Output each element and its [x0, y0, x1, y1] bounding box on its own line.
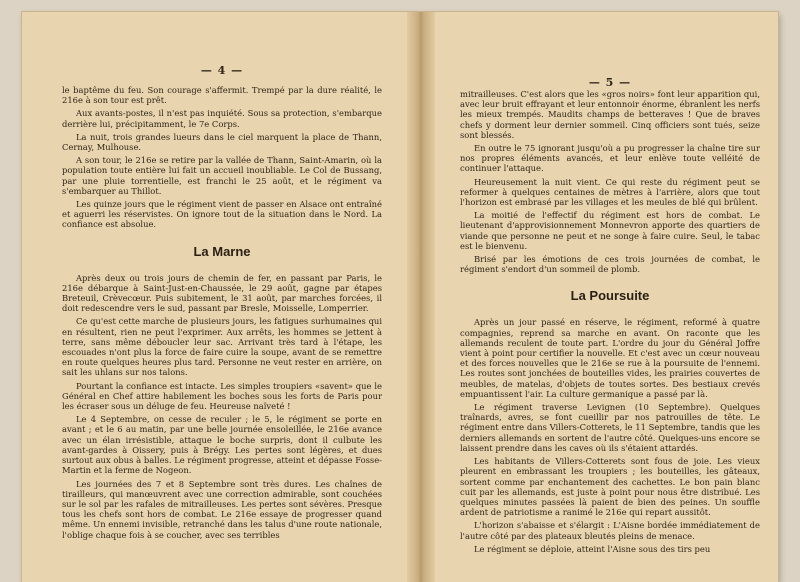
section-heading: La Marne	[193, 243, 251, 259]
paragraph: Aux avants-postes, il n'est pas inquiété. Sous sa protection, s'embarque derrière lui, précipitamment, le 7e Corps.	[62, 108, 382, 129]
paragraph: Le 4 Septembre, on cesse de reculer ; le 5, le régiment se porte en avant ; et le 6 au matin, par une belle journée ensoleillée, le 216e avance avec un élan irrésistible, attaque le boche surpris, dont il culbute les avant-gardes à Oissery, puis à Brégy. Les pertes sont légères, et dues surtout aux obus à balles. Le régiment progresse, atteint et dépasse Fosse-Martin et la ferme de Nogeon.	[62, 414, 382, 476]
paragraph: Le régiment se déploie, atteint l'Aisne sous des tirs peu	[474, 543, 711, 554]
paragraph: mitrailleuses. C'est alors que les «gros noirs» font leur apparition qui, avec leur bruit effrayant et leur entonnoir énorme, ébranlent les nerfs les mieux trempés. Maudits champs de betteraves ! Que de braves chefs y dorment leur dernier sommeil. Cinq officiers sont tués, seize sont blessés.	[460, 89, 760, 140]
page-number: — 4 —	[200, 64, 244, 77]
book-spread	[22, 12, 778, 582]
paragraph: Les quinze jours que le régiment vient de passer en Alsace ont entraîné et aguerri les réservistes. On ignore tout de la situation dans le Nord. La confiance est absolue.	[62, 199, 382, 230]
paragraph: Brisé par les émotions de ces trois journées de combat, le régiment s'endort d'un sommeil de plomb.	[460, 254, 760, 275]
paragraph: Heureusement la nuit vient. Ce qui reste du régiment peut se reformer à quelques centaines de mètres à l'arrière, alors que tout l'horizon est embrasé par les villages et les meules de blé qui brûlent.	[460, 176, 760, 208]
paragraph: Après un jour passé en réserve, le régiment, reformé à quatre compagnies, reprend sa marche en avant. On raconte que les allemands reculent de toute part. L'ordre du jour du Général Joffre vient à point pour certifier la nouvelle. Et c'est avec un cœur nouveau et des forces nouvelles que le 216e se rue à la poursuite de l'ennemi. Les routes sont jonchées de bouteilles vides, les prairies couvertes de meubles, de matelas, d'objets de toutes sortes. Des bestiaux crevés empuantissent l'air. La culture germanique a passé par là.	[460, 317, 760, 399]
left-page	[62, 12, 382, 582]
paragraph: Ce qu'est cette marche de plusieurs jours, les fatigues surhumaines qui en résultent, rien ne peut l'exprimer. Aux arrêts, les hommes se jettent à terre, sans même déboucler leur sac. Arrivant très tard à l'étape, les escouades n'ont plus la force de faire cuire la soupe, avant de se remettre en route quelques heures plus tard. Personne ne veut rester en arrière, on sait les uhlans sur nos talons.	[62, 316, 382, 378]
paragraph: Les habitants de Villers-Cotterets sont fous de joie. Les vieux pleurent en embrassant les troupiers ; les bouteilles, les gâteaux, sortent comme par enchantement des cachettes. Le bon pain blanc cuit par les allemands, est juste à point pour nous être distribué. Les quelques minutes passées là paient de bien des peines. Un souffle ardent de patriotisme a ranimé le 216e qui repart aussitôt.	[460, 456, 760, 518]
paragraph: le baptême du feu. Son courage s'affermit. Trempé par la dure réalité, le 216e à son tour est prêt.	[62, 85, 382, 106]
paragraph: Après deux ou trois jours de chemin de fer, en passant par Paris, le 216e débarque à Saint-Just-en-Chaussée, le 29 août, gagne par étapes Breteuil, Crèvecœur. Puis subitement, le 31 août, par marches forcées, il doit redescendre vers le sud, passant par Bresle, Moisselle, Lomperrier.	[62, 272, 382, 314]
paragraph: Pourtant la confiance est intacte. Les simples troupiers «savent» que le Général en Chef attire habilement les boches sous les forts de Paris pour les écraser sous un déluge de feu. Heureuse naïveté !	[62, 380, 382, 412]
paragraph: Les journées des 7 et 8 Septembre sont très dures. Les chaînes de tirailleurs, qui manœuvrent avec une correction admirable, sont couchées sur le sol par les rafales de mitrailleuses. Les pertes sont sévères. Presque tous les chefs sont hors de combat. Le 216e essaye de progresser quand même. Un ennemi invisible, retranché dans les talus d'une route nationale, l'oblige chaque fois à se coucher, avec ses terribles	[62, 478, 382, 540]
paragraph: L'horizon s'abaisse et s'élargit : L'Aisne bordée immédiatement de l'autre côté par des plateaux bleutés pleins de menace.	[460, 520, 760, 541]
paragraph: En outre le 75 ignorant jusqu'où a pu progresser la chaîne tire sur nos propres éléments avancés, et leur enlève toute velléité de continuer l'attaque.	[460, 143, 760, 174]
book-gutter	[407, 12, 435, 582]
paragraph: A son tour, le 216e se retire par la vallée de Thann, Saint-Amarin, où la population toute entière lui fait un accueil inoubliable. Le Col de Bussang, par une pluie torrentielle, est franchi le 25 août, et le régiment va s'embarquer au Thillot.	[62, 155, 382, 196]
paragraph: Le régiment traverse Levignen (10 Septembre). Quelques traînards, avres, se font cueillir par nos patrouilles de tête. Le régiment entre dans Villers-Cotterets, le 11 Septembre, tandis que les derniers allemands en sortent de l'autre côté. Quelques-uns encore se laissent prendre dans les caves où ils s'étaient attardés.	[460, 402, 760, 453]
paragraph: La nuit, trois grandes lueurs dans le ciel marquent la place de Thann, Cernay, Mulhouse.	[62, 131, 382, 153]
section-heading: La Poursuite	[570, 288, 650, 304]
paragraph: La moitié de l'effectif du régiment est hors de combat. Le lieutenant d'approvisionnement Monnevron apporte des quartiers de viande que personne ne peut et ne songe à faire cuire. Seul, le tabac est le bienvenu.	[460, 210, 760, 251]
right-page	[460, 12, 760, 582]
page-number: — 5 —	[588, 76, 632, 89]
